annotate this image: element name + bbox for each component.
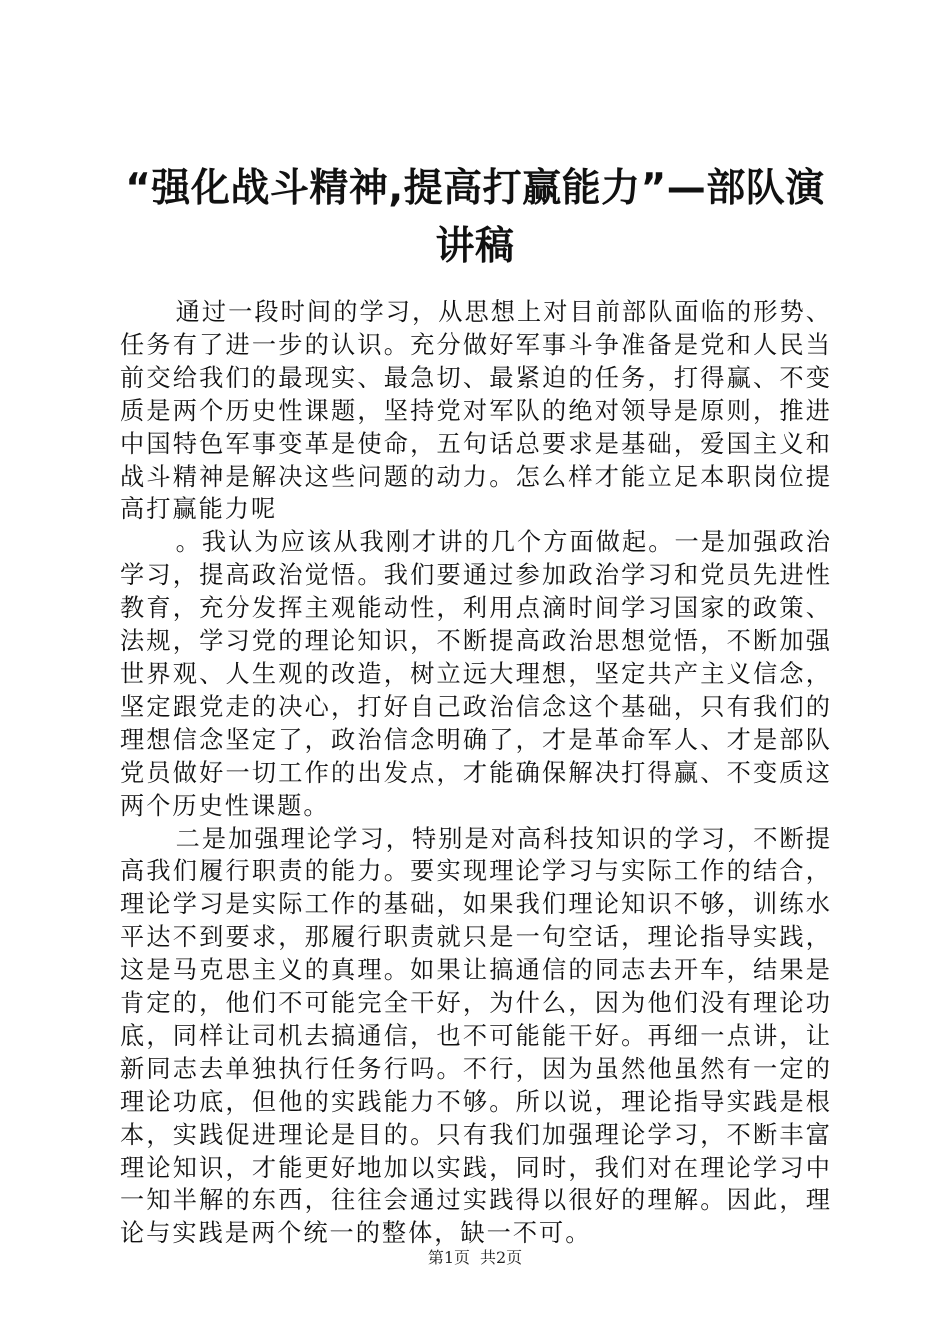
paragraph: 。我认为应该从我刚才讲的几个方面做起。一是加强政治学习，提高政治觉悟。我们要通过参加政治学习和党员先进性教育，充分发挥主观能动性，利用点滴时间学习国家的政策、法规，学习党的理论知识，不断提高政治思想觉悟，不断加强世界观、人生观的改造，树立远大理想，坚定共产主义信念，坚定跟党走的决心，打好自己政治信念这个基础，只有我们的理想信念坚定了，政治信念明确了，才是革命军人、才是部队党员做好一切工作的出发点，才能确保解决打得赢、不变质这两个历史性课题。 xyxy=(120,528,832,820)
document-body xyxy=(120,296,832,1250)
paragraph: 二是加强理论学习，特别是对高科技知识的学习，不断提高我们履行职责的能力。要实现理论学习与实际工作的结合，理论学习是实际工作的基础，如果我们理论知识不够，训练水平达不到要求，那履行职责就只是一句空话，理论指导实践，这是马克思主义的真理。如果让搞通信的同志去开车，结果是肯定的，他们不可能完全干好，为什么，因为他们没有理论功底，同样让司机去搞通信，也不可能能干好。再细一点讲，让新同志去单独执行任务行吗。不行，因为虽然他虽然有一定的理论功底，但他的实践能力不够。所以说，理论指导实践是根本，实践促进理论是目的。只有我们加强理论学习，不断丰富理论知识，才能更好地加以实践，同时，我们对在理论学习中一知半解的东西，往往会通过实践得以很好的理解。因此，理论与实践是两个统一的整体，缺一不可。 xyxy=(120,824,832,1248)
page-footer xyxy=(0,1247,950,1269)
page-total: 共2页 xyxy=(480,1248,523,1267)
page-number: 第1页 xyxy=(427,1248,470,1267)
paragraph: 通过一段时间的学习，从思想上对目前部队面临的形势、任务有了进一步的认识。充分做好军事斗争准备是党和人民当前交给我们的最现实、最急切、最紧迫的任务，打得赢、不变质是两个历史性课题，坚持党对军队的绝对领导是原则，推进中国特色军事变革是使命，五句话总要求是基础，爱国主义和战斗精神是解决这些问题的动力。怎么样才能立足本职岗位提高打赢能力呢 xyxy=(120,298,832,524)
document-title: “强化战斗精神,提高打赢能力”—部队演讲稿 xyxy=(125,166,825,269)
